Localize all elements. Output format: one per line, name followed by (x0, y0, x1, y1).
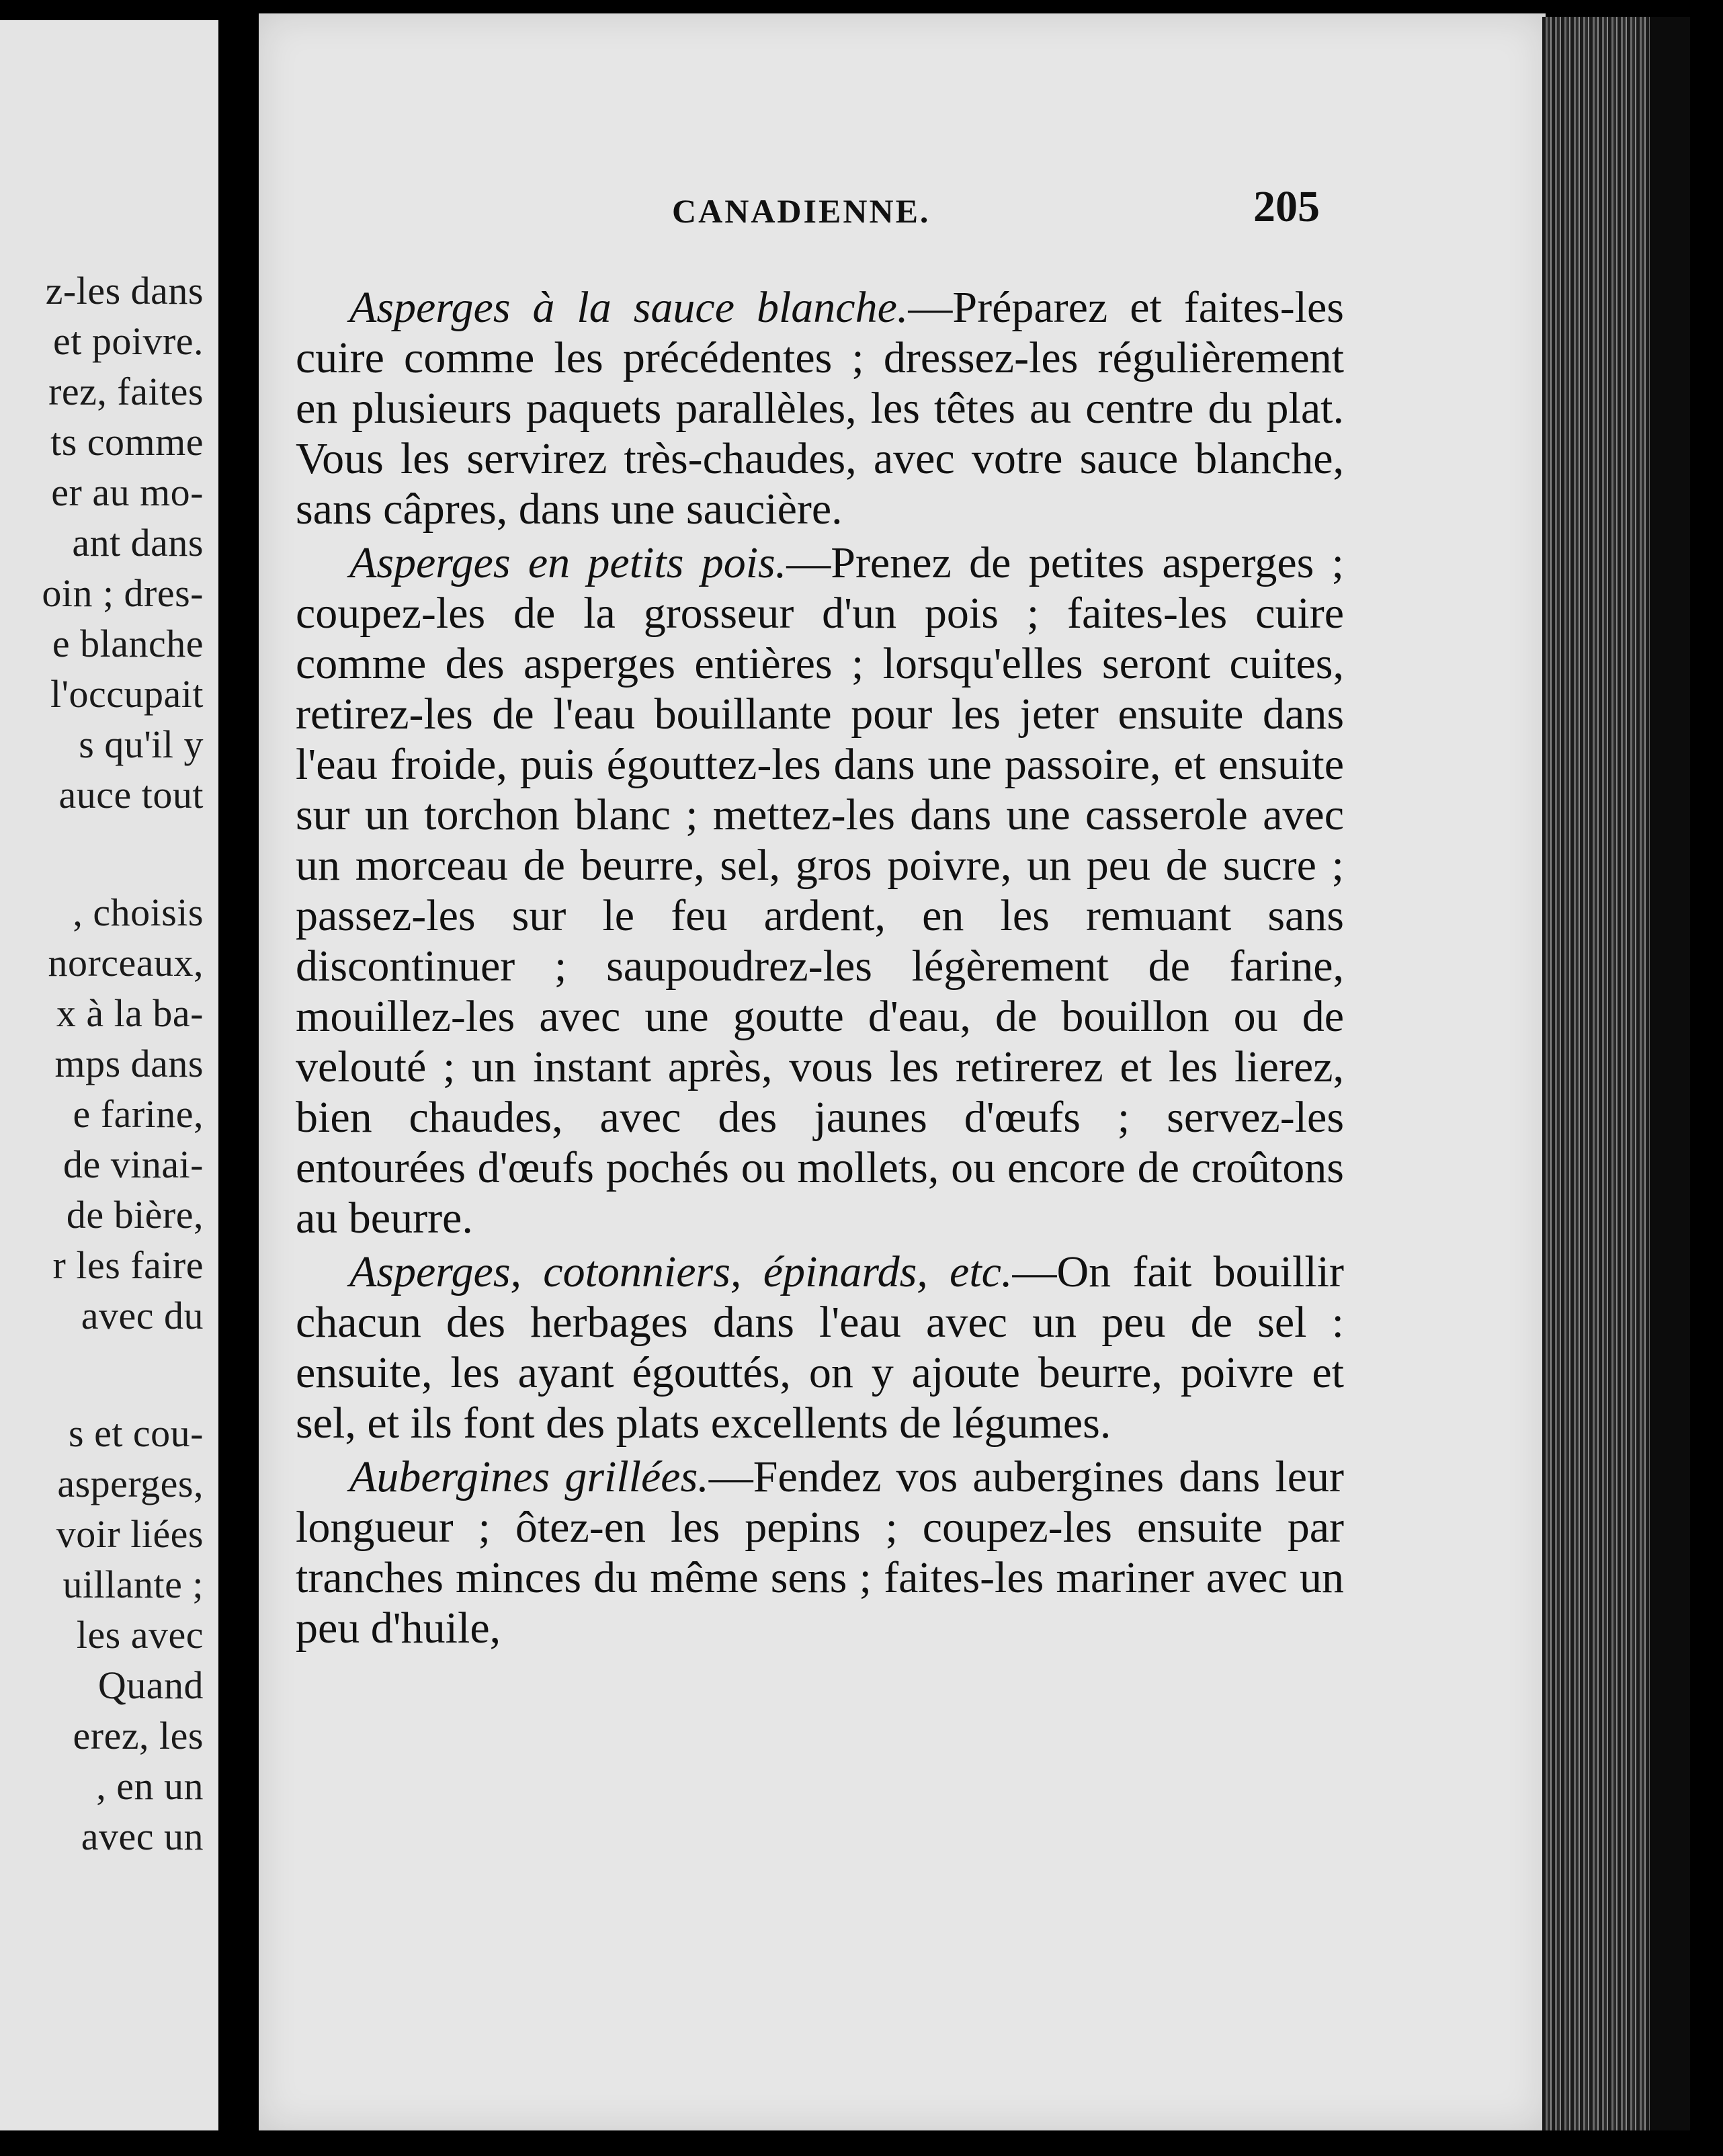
facing-line: z-les dans (45, 269, 204, 313)
facing-line: de bière, (66, 1193, 204, 1237)
recipe-body: —On fait bouillir chacun des herbages dans l'eau avec un peu de sel : ensuite, les ayant égouttés, on y ajoute beurre, poivre et sel, et ils font des plats excellents de légumes. (296, 1247, 1344, 1448)
facing-line: s et cou- (69, 1411, 204, 1455)
recipe-paragraph (296, 1247, 1344, 1448)
facing-line: erez, les (73, 1714, 204, 1757)
recipe-paragraph (296, 1452, 1344, 1653)
cover-edge (1650, 17, 1690, 2130)
recipe-title: Asperges, cotonniers, épinards, etc. (349, 1247, 1013, 1296)
facing-line: ts comme (50, 420, 204, 464)
facing-line: , en un (96, 1764, 204, 1808)
facing-line: er au mo- (51, 470, 204, 514)
facing-line: ant dans (72, 521, 204, 565)
facing-line: norceaux, (48, 941, 204, 985)
facing-line: auce tout (58, 773, 204, 817)
recipe-title: Asperges à la sauce blanche. (349, 283, 909, 332)
recipe-body: —Prenez de petites asperges ; coupez-les de la grosseur d'un pois ; faites-les cuire comme des asperges entières ; lorsqu'elles seront cuites, retirez-les de l'eau bouillante pour les jeter ensuite dans l'eau froide, puis égouttez-les dans une passoire, et ensuite sur un torchon blanc ; mettez-les dans une casserole avec un morceau de beurre, sel, gros poivre, un peu de sucre ; passez-les sur le feu ardent, en les remuant sans discontinuer ; saupoudrez-les légèrement de farine, mouillez-les avec une goutte d'eau, de bouillon ou de velouté ; un instant après, vous les retirerez et les lierez, bien chaudes, avec des jaunes d'œufs ; servez-les entourées d'œufs pochés ou mollets, ou encore de croûtons au beurre. (296, 538, 1344, 1243)
recipe-body: —Préparez et faites-les cuire comme les précédentes ; dressez-les régulièrement en plusieurs paquets parallèles, les têtes au centre du plat. Vous les servirez très-chaudes, avec votre sauce blanche, sans câpres, dans une saucière. (296, 283, 1344, 534)
facing-line: de vinai- (62, 1143, 204, 1186)
recipe-paragraph (296, 538, 1344, 1243)
facing-line: r les faire (52, 1243, 204, 1287)
facing-line: rez, faites (48, 370, 204, 413)
facing-line: asperges, (57, 1462, 204, 1505)
facing-line: avec un (81, 1815, 204, 1858)
facing-line: Quand (97, 1663, 204, 1707)
paragraph-gap (42, 820, 204, 887)
facing-line: l'occupait (50, 672, 204, 716)
book-gutter (218, 0, 259, 2156)
facing-line: e farine, (73, 1092, 204, 1136)
page-number: 205 (1253, 182, 1320, 231)
recipe-title: Asperges en petits pois. (349, 538, 787, 587)
recipe-body: —Fendez vos aubergines dans leur longueur ; ôtez-en les pepins ; coupez-les ensuite par tranches minces du même sens ; faites-les mariner avec un peu d'huile, (296, 1452, 1344, 1653)
facing-line: et poivre. (52, 319, 204, 363)
book-page (259, 13, 1546, 2130)
facing-line: uillante ; (62, 1563, 204, 1606)
page-stack-edge (1542, 17, 1690, 2130)
facing-line: voir liées (56, 1512, 204, 1556)
facing-line: x à la ba- (56, 991, 204, 1035)
paragraph-gap (42, 1341, 204, 1408)
facing-line: mps dans (54, 1042, 204, 1085)
facing-line: , choisis (73, 890, 204, 934)
facing-line: les avec (76, 1613, 204, 1657)
running-head: CANADIENNE. (672, 192, 931, 230)
facing-page-left (0, 20, 218, 2130)
recipe-paragraph (296, 282, 1344, 534)
facing-line: avec du (81, 1294, 204, 1337)
page-body (296, 282, 1344, 1653)
facing-line: s qu'il y (79, 722, 204, 766)
facing-line: oin ; dres- (42, 571, 204, 615)
recipe-title: Aubergines grillées. (349, 1452, 709, 1501)
facing-line: e blanche (52, 622, 204, 665)
facing-page-text (42, 265, 204, 1862)
